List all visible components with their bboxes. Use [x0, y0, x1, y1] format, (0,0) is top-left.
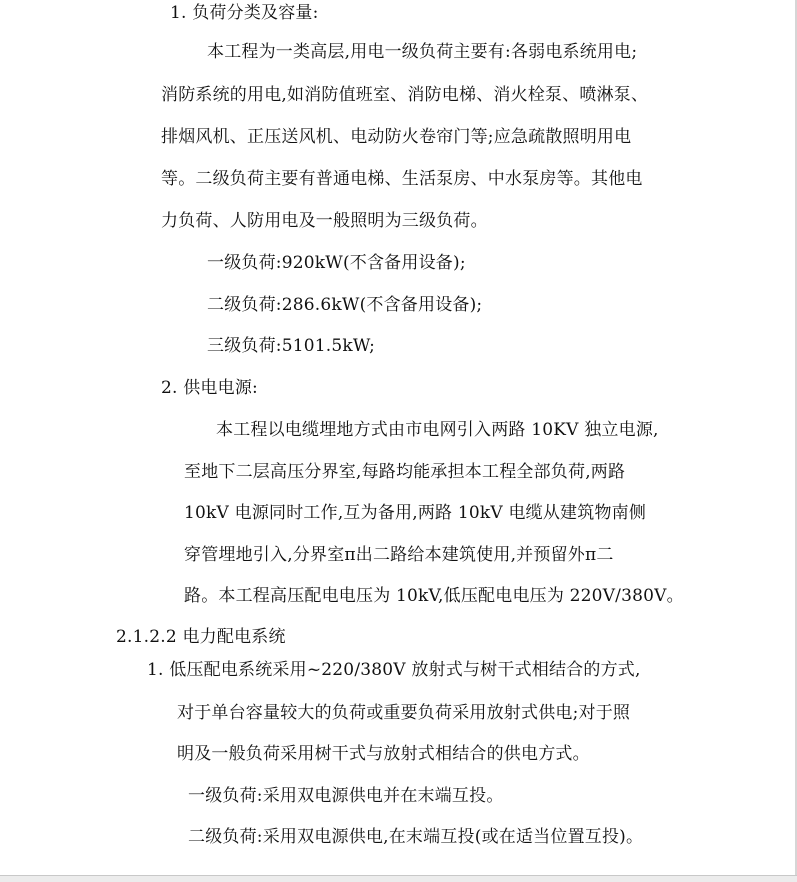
paragraph-line: 消防系统的用电,如消防值班室、消防电梯、消火栓泵、喷淋泵、	[161, 85, 649, 105]
load-level-2-supply: 二级负荷:采用双电源供电,在末端互投(或在适当位置互投)。	[188, 827, 644, 847]
paragraph-line: 力负荷、人防用电及一般照明为三级负荷。	[161, 211, 488, 231]
section-heading-power-source: 2. 供电电源:	[161, 378, 258, 398]
load-level-2: 二级负荷:286.6kW(不含备用设备);	[207, 295, 483, 315]
load-level-3: 三级负荷:5101.5kW;	[207, 336, 376, 356]
paragraph-line: 1. 低压配电系统采用~220/380V 放射式与树干式相结合的方式,	[147, 660, 641, 680]
paragraph-line: 至地下二层高压分界室,每路均能承担本工程全部负荷,两路	[184, 462, 626, 482]
paragraph-line: 明及一般负荷采用树干式与放射式相结合的供电方式。	[177, 744, 590, 764]
paragraph-line: 本工程为一类高层,用电一级负荷主要有:各弱电系统用电;	[207, 42, 638, 62]
paragraph-line: 本工程以电缆埋地方式由市电网引入两路 10KV 独立电源,	[216, 420, 659, 440]
section-heading-load-classification: 1. 负荷分类及容量:	[170, 3, 319, 23]
paragraph-line: 排烟风机、正压送风机、电动防火卷帘门等;应急疏散照明用电	[161, 127, 632, 147]
paragraph-line: 对于单台容量较大的负荷或重要负荷采用放射式供电;对于照	[177, 703, 631, 723]
paragraph-line: 10kV 电源同时工作,互为备用,两路 10kV 电缆从建筑物南侧	[184, 503, 647, 523]
paragraph-line: 穿管埋地引入,分界室π出二路给本建筑使用,并预留外π二	[184, 545, 614, 565]
load-level-1-supply: 一级负荷:采用双电源供电并在末端互投。	[188, 786, 504, 806]
paragraph-line: 等。二级负荷主要有普通电梯、生活泵房、中水泵房等。其他电	[161, 169, 643, 189]
section-heading-power-distribution: 2.1.2.2 电力配电系统	[116, 627, 286, 647]
paragraph-line: 路。本工程高压配电电压为 10kV,低压配电电压为 220V/380V。	[184, 586, 684, 606]
load-level-1: 一级负荷:920kW(不含备用设备);	[207, 253, 466, 273]
